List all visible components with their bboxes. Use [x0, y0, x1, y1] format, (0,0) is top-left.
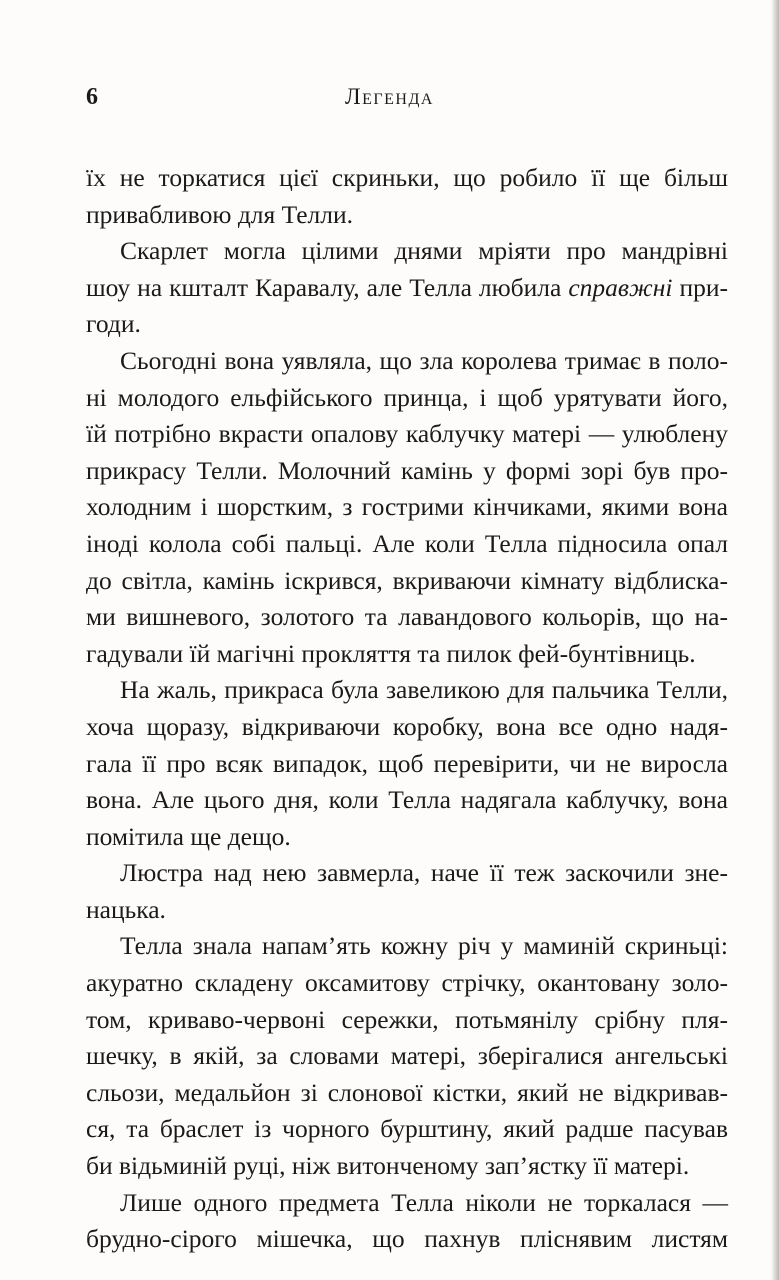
text-line-content: би відьминій руці, ніж витонченому зап’ястку її матері. [86, 1151, 690, 1181]
text-line-content: Люстра над нею завмерла, наче її теж заскочили зне- [120, 858, 728, 888]
text-line [86, 343, 728, 380]
text-line-content: акуратно складену оксамитову стрічку, окантовану золо- [86, 968, 728, 998]
text-line-content: ні молодого ельфійського принца, і щоб урятувати його, [86, 382, 728, 412]
text-line [86, 197, 728, 234]
text-line [86, 672, 728, 709]
text-line-content: На жаль, прикраса була завеликою для пальчика Телли, [120, 675, 728, 705]
text-line-content: гала її про всяк випадок, щоб перевірити, чи не виросла [86, 748, 728, 778]
text-line [86, 416, 728, 453]
text-line [86, 489, 728, 526]
text-line [86, 1075, 728, 1112]
text-line-content: хоча щоразу, відкриваючи коробку, вона все одно надя- [86, 711, 728, 741]
text-line-content: ми вишневого, золотого та лавандового кольорів, що на- [86, 602, 728, 632]
text-line-content: Скарлет могла цілими днями мріяти про мандрівні [120, 236, 728, 266]
text-line-content: помітила ще дещо. [86, 821, 291, 851]
text-line [86, 892, 728, 929]
text-line [86, 965, 728, 1002]
text-line-content: прикрасу Телли. Молочний камінь у формі зорі був про- [86, 455, 728, 485]
text-line-content: іноді колола собі пальці. Але коли Телла підносила опал [86, 528, 728, 558]
text-line-content: їх не торкатися цієї скриньки, що робило її ще більш [86, 163, 728, 192]
text-line-content: годи. [86, 309, 141, 339]
text-line [86, 270, 728, 307]
text-line [86, 306, 728, 343]
running-head: Легенда [345, 84, 434, 109]
text-line-content: ся, та браслет із чорного бурштину, який радше пасував [86, 1114, 728, 1144]
page-edge-shadow [771, 0, 779, 1280]
text-line [86, 453, 728, 490]
text-line [86, 1148, 728, 1185]
text-line-content: вона. Але цього дня, коли Телла надягала каблучку, вона [86, 785, 728, 815]
emphasized-word: справжні [568, 272, 673, 302]
text-line [86, 709, 728, 746]
text-line [86, 782, 728, 819]
text-line [86, 1038, 728, 1075]
text-line [86, 233, 728, 270]
text-line-content: при- [672, 272, 728, 302]
text-line [86, 1111, 728, 1148]
text-line [86, 526, 728, 563]
text-line [86, 819, 728, 856]
text-line [86, 1002, 728, 1039]
text-line-content: Лише одного предмета Телла ніколи не торкалася — [120, 1187, 728, 1217]
text-line [86, 599, 728, 636]
text-line [86, 746, 728, 783]
text-line-content: том, криваво-червоні сережки, потьмянілу срібну пля- [86, 1004, 728, 1034]
body-text [86, 160, 728, 1258]
text-line-content: їй потрібно вкрасти опалову каблучку матері — улюблену [86, 419, 728, 449]
text-line [86, 855, 728, 892]
text-line [86, 1221, 728, 1258]
text-line [86, 563, 728, 600]
page-number: 6 [86, 84, 98, 110]
text-line-content: Телла знала напам’ять кожну річ у маминій скриньці: [120, 931, 728, 961]
text-line [86, 160, 728, 197]
text-line-content: Сьогодні вона уявляла, що зла королева тримає в поло- [120, 345, 728, 375]
text-line-content: шоу на кшталт Каравалу, але Телла любила [86, 272, 569, 302]
text-line [86, 1185, 728, 1222]
text-line-content: шечку, в якій, за словами матері, зберігалися ангельські [86, 1041, 728, 1071]
text-line [86, 928, 728, 965]
text-line-content: нацька. [86, 894, 166, 924]
text-line-content: сльози, медальйон зі слонової кістки, який не відкривав- [86, 1077, 728, 1107]
text-line-content: брудно-сірого мішечка, що пахнув пліснявим листям [86, 1224, 728, 1254]
text-line [86, 380, 728, 417]
text-line-content: привабливою для Телли. [86, 199, 354, 229]
text-line-content: до світла, камінь іскрився, вкриваючи кімнату відблиска- [86, 565, 728, 595]
text-line-content: холодним і шорстким, з гострими кінчиками, якими вона [86, 492, 728, 522]
text-line [86, 636, 728, 673]
text-line-content: гадували їй магічні прокляття та пилок фей-бунтівниць. [86, 638, 696, 668]
